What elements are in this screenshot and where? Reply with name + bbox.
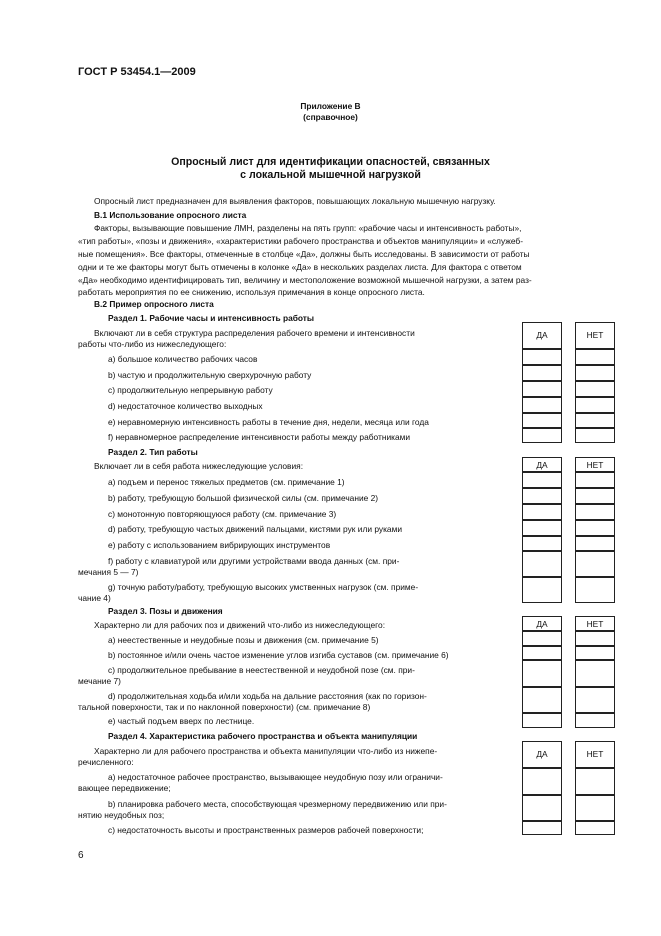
yes-checkbox[interactable] bbox=[522, 631, 562, 646]
no-column-header: НЕТ bbox=[575, 741, 615, 768]
section-3-item: c) продолжительное пребывание в неестественной и неудобной позе (см. при- bbox=[108, 665, 415, 675]
yes-checkbox[interactable] bbox=[522, 365, 562, 381]
section-1-item: d) недостаточное количество выходных bbox=[108, 401, 263, 411]
yes-checkbox[interactable] bbox=[522, 660, 562, 687]
section-4-heading: Раздел 4. Характеристика рабочего пространства и объекта манипуляции bbox=[108, 731, 418, 741]
section-2-item: e) работу с использованием вибрирующих инструментов bbox=[108, 540, 331, 550]
yes-checkbox[interactable] bbox=[522, 768, 562, 795]
yes-checkbox[interactable] bbox=[522, 536, 562, 551]
appendix-title: Приложение В bbox=[300, 101, 361, 111]
section-1-item: f) неравномерное распределение интенсивности работы между работниками bbox=[108, 432, 411, 442]
section-2-item: c) монотонную повторяющуюся работу (см. примечание 3) bbox=[108, 509, 337, 519]
b1-line: «тип работы», «позы и движения», «характеристики рабочего пространства и объектов манипуляции» и «служеб- bbox=[78, 236, 523, 246]
yes-checkbox[interactable] bbox=[522, 381, 562, 397]
document-title-line2: с локальной мышечной нагрузкой bbox=[240, 169, 421, 181]
yes-checkbox[interactable] bbox=[522, 472, 562, 488]
no-checkbox[interactable] bbox=[575, 488, 615, 504]
section-3-item: b) постоянное и/или очень частое изменение углов изгиба суставов (см. примечание 6) bbox=[108, 650, 449, 660]
yes-checkbox[interactable] bbox=[522, 713, 562, 728]
section-2-item: f) работу с клавиатурой или другими устройствами ввода данных (см. при- bbox=[108, 556, 400, 566]
section-2-item: b) работу, требующую большой физической силы (см. примечание 2) bbox=[108, 493, 379, 503]
yes-checkbox[interactable] bbox=[522, 488, 562, 504]
section-1-heading: Раздел 1. Рабочие часы и интенсивность работы bbox=[108, 313, 315, 323]
section-2-item-cont: мечания 5 — 7) bbox=[78, 567, 139, 577]
section-4-item: b) планировка рабочего места, способствующая чрезмерному передвижению или при- bbox=[108, 799, 447, 809]
section-b2-heading: В.2 Пример опросного листа bbox=[94, 299, 214, 309]
no-checkbox[interactable] bbox=[575, 551, 615, 577]
yes-column-header: ДА bbox=[522, 322, 562, 349]
section-4-item: a) недостаточное рабочее пространство, вызывающее неудобную позу или ограничи- bbox=[108, 772, 443, 782]
no-checkbox[interactable] bbox=[575, 687, 615, 713]
yes-checkbox[interactable] bbox=[522, 349, 562, 365]
section-1-item: c) продолжительную непрерывную работу bbox=[108, 385, 273, 395]
no-checkbox[interactable] bbox=[575, 520, 615, 536]
yes-checkbox[interactable] bbox=[522, 821, 562, 835]
section-3-question: Характерно ли для рабочих поз и движений что-либо из нижеследующего: bbox=[94, 620, 386, 630]
section-b1-heading: В.1 Использование опросного листа bbox=[94, 210, 247, 220]
yes-checkbox[interactable] bbox=[522, 520, 562, 536]
section-1-item: b) частую и продолжительную сверхурочную работу bbox=[108, 370, 312, 380]
no-checkbox[interactable] bbox=[575, 365, 615, 381]
no-column-header: НЕТ bbox=[575, 616, 615, 631]
section-2-item-cont: чание 4) bbox=[78, 593, 111, 603]
no-checkbox[interactable] bbox=[575, 768, 615, 795]
page-number: 6 bbox=[78, 850, 84, 861]
yes-checkbox[interactable] bbox=[522, 551, 562, 577]
b1-line: ные помещения». Все факторы, отмеченные в столбце «Да», должны быть исследованы. В зависимости от работы bbox=[78, 249, 530, 259]
no-checkbox[interactable] bbox=[575, 713, 615, 728]
yes-checkbox[interactable] bbox=[522, 428, 562, 443]
section-4-item-cont: нятию неудобных поз; bbox=[78, 810, 165, 820]
section-3-heading: Раздел 3. Позы и движения bbox=[108, 606, 223, 616]
section-4-question: речисленного: bbox=[78, 757, 134, 767]
yes-checkbox[interactable] bbox=[522, 504, 562, 520]
yes-column-header: ДА bbox=[522, 616, 562, 631]
section-2-heading: Раздел 2. Тип работы bbox=[108, 447, 198, 457]
standard-number: ГОСТ Р 53454.1—2009 bbox=[78, 66, 196, 78]
no-checkbox[interactable] bbox=[575, 795, 615, 821]
section-3-item-cont: тальной поверхности, так и по наклонной поверхности) (см. примечание 8) bbox=[78, 702, 371, 712]
no-checkbox[interactable] bbox=[575, 821, 615, 835]
section-4-question: Характерно ли для рабочего пространства и объекта манипуляции что-либо из нижепе- bbox=[94, 746, 438, 756]
section-1-item: a) большое количество рабочих часов bbox=[108, 354, 258, 364]
yes-checkbox[interactable] bbox=[522, 795, 562, 821]
b1-line: Факторы, вызывающие повышение ЛМН, разделены на пять групп: «рабочие часы и интенсивность работы», bbox=[94, 223, 522, 233]
no-checkbox[interactable] bbox=[575, 397, 615, 413]
yes-checkbox[interactable] bbox=[522, 397, 562, 413]
document-title-line1: Опросный лист для идентификации опасностей, связанных bbox=[171, 156, 490, 168]
section-3-item: d) продолжительная ходьба и/или ходьба на дальние расстояния (как по горизон- bbox=[108, 691, 427, 701]
section-2-item: g) точную работу/работу, требующую высоких умственных нагрузок (см. приме- bbox=[108, 582, 419, 592]
yes-checkbox[interactable] bbox=[522, 413, 562, 428]
yes-checkbox[interactable] bbox=[522, 687, 562, 713]
b1-line: работать мероприятия по ее снижению, используя примечания в конце опросного листа. bbox=[78, 287, 425, 297]
yes-checkbox[interactable] bbox=[522, 577, 562, 603]
section-3-item: a) неестественные и неудобные позы и движения (см. примечание 5) bbox=[108, 635, 379, 645]
yes-column-header: ДА bbox=[522, 741, 562, 768]
no-checkbox[interactable] bbox=[575, 428, 615, 443]
no-column-header: НЕТ bbox=[575, 457, 615, 472]
yes-checkbox[interactable] bbox=[522, 646, 562, 660]
section-3-item: e) частый подъем вверх по лестнице. bbox=[108, 716, 255, 726]
no-checkbox[interactable] bbox=[575, 381, 615, 397]
no-column-header: НЕТ bbox=[575, 322, 615, 349]
no-checkbox[interactable] bbox=[575, 413, 615, 428]
no-checkbox[interactable] bbox=[575, 646, 615, 660]
no-checkbox[interactable] bbox=[575, 631, 615, 646]
section-1-question: работы что-либо из нижеследующего: bbox=[78, 339, 227, 349]
yes-column-header: ДА bbox=[522, 457, 562, 472]
section-3-item-cont: мечание 7) bbox=[78, 676, 121, 686]
no-checkbox[interactable] bbox=[575, 504, 615, 520]
b1-line: «Да» необходимо идентифицировать тип, величину и местоположение возможной мышечной нагрузки, а затем раз- bbox=[78, 275, 532, 285]
appendix-subtitle: (справочное) bbox=[303, 112, 358, 122]
no-checkbox[interactable] bbox=[575, 472, 615, 488]
no-checkbox[interactable] bbox=[575, 349, 615, 365]
section-2-item: d) работу, требующую частых движений пальцами, кистями рук или руками bbox=[108, 524, 403, 534]
section-2-question: Включает ли в себя работа нижеследующие условия: bbox=[94, 461, 304, 471]
b1-line: одни и те же факторы могут быть отмечены в колонке «Да» в нескольких разделах листа. Для фактора с ответом bbox=[78, 262, 522, 272]
no-checkbox[interactable] bbox=[575, 577, 615, 603]
intro-text: Опросный лист предназначен для выявления факторов, повышающих локальную мышечную нагрузку. bbox=[94, 196, 496, 206]
no-checkbox[interactable] bbox=[575, 536, 615, 551]
section-1-question: Включают ли в себя структура распределения рабочего времени и интенсивности bbox=[94, 328, 415, 338]
section-4-item-cont: вающее передвижение; bbox=[78, 783, 171, 793]
section-2-item: a) подъем и перенос тяжелых предметов (см. примечание 1) bbox=[108, 477, 345, 487]
section-4-item: c) недостаточность высоты и пространственных размеров рабочей поверхности; bbox=[108, 825, 424, 835]
section-1-item: e) неравномерную интенсивность работы в течение дня, недели, месяца или года bbox=[108, 417, 429, 427]
no-checkbox[interactable] bbox=[575, 660, 615, 687]
